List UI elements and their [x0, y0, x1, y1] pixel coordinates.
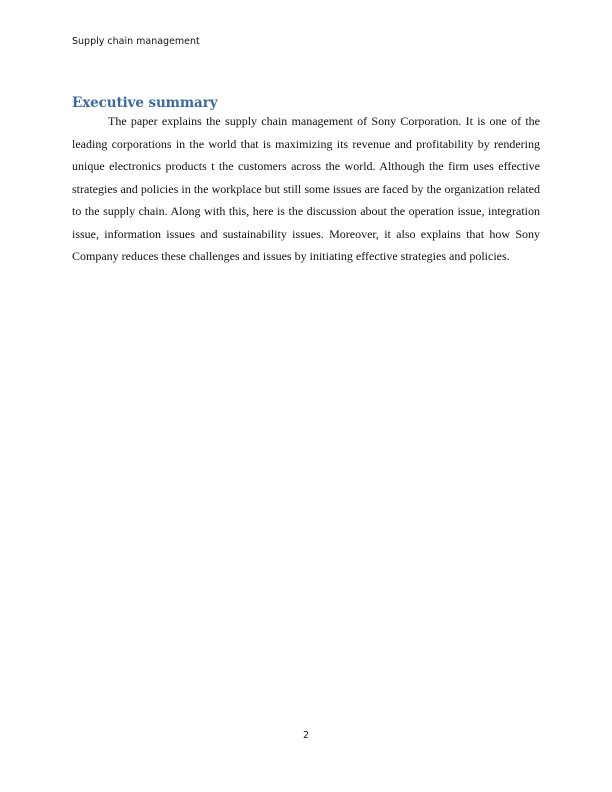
- section-heading: Executive summary: [72, 95, 218, 111]
- paragraph: The paper explains the supply chain management of Sony Corporation. It is one of the leading corporations in the world that is maximizing its revenue and profitability by rendering unique electronics products t the customers across the world. Although the firm uses effective strategies and policies in the workplace but still some issues are faced by the organization related to the supply chain. Along with this, here is the discussion about the operation issue, integration issue, information issues and sustainability issues. Moreover, it also explains that how Sony Company reduces these challenges and issues by initiating effective strategies and policies.: [72, 114, 540, 263]
- body-text: [72, 110, 540, 268]
- running-header: Supply chain management: [72, 36, 200, 47]
- page-number: 2: [302, 730, 310, 741]
